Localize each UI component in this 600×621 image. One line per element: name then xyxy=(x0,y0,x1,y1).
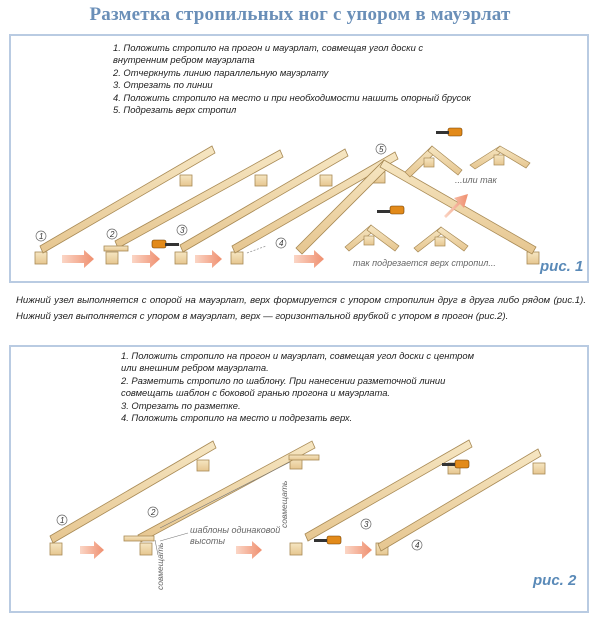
purlin-block xyxy=(180,175,192,186)
saw-icon xyxy=(314,536,341,544)
arrow-right xyxy=(236,541,262,559)
template-board xyxy=(289,455,319,460)
arrow-right xyxy=(294,250,324,268)
figure-1-label: рис. 1 xyxy=(540,258,584,275)
purlin-block xyxy=(255,175,267,186)
fig2-step-line: 3. Отрезать по разметке. xyxy=(121,399,241,411)
fig1-step-line: 5. Подрезать верх стропил xyxy=(113,104,237,116)
mauerlat-block xyxy=(140,543,152,555)
ridge-detail xyxy=(494,155,504,165)
annotation-align-bottom: совмещать xyxy=(155,542,165,590)
fig1-step-line: 3. Отрезать по линии xyxy=(113,79,213,91)
saw-icon xyxy=(152,240,179,248)
fig1-step-line: внутренним ребром мауэрлата xyxy=(113,54,255,66)
fig1-step-line: 1. Положить стропило на прогон и мауэрлат, совмещая угол доски с xyxy=(113,42,424,53)
fig2-step-line: 2. Разметить стропило по шаблону. При нанесении разметочной линии xyxy=(121,374,446,386)
fig2-step-line: совмещать шаблон с боковой гранью прогона и мауэрлата. xyxy=(121,387,391,399)
arrow-right xyxy=(345,541,372,559)
mauerlat-block xyxy=(231,252,243,264)
step-number: 4 xyxy=(415,541,420,550)
step-number: 2 xyxy=(110,230,115,239)
mauerlat-block xyxy=(527,252,539,264)
mauerlat-block xyxy=(175,252,187,264)
step-number: 5 xyxy=(379,145,384,154)
fig1-step-line: 2. Отчеркнуть линию параллельную мауэрлату xyxy=(113,66,329,78)
ridge-detail xyxy=(424,158,434,167)
arrow-right xyxy=(195,250,222,268)
annotation-templates-line2: высоты xyxy=(190,536,225,546)
mauerlat-block xyxy=(35,252,47,264)
marking-line xyxy=(247,246,266,253)
arrow-right xyxy=(62,250,94,268)
fig2-step-line: 1. Положить стропило на прогон и мауэрлат, совмещая угол доски с центром xyxy=(121,350,475,361)
annotation-top-cut: так подрезается верх стропил... xyxy=(353,258,496,268)
support-batten xyxy=(104,246,128,251)
saw-icon xyxy=(436,128,462,136)
ridge-detail xyxy=(435,237,445,246)
mauerlat-block xyxy=(50,543,62,555)
arrow-right xyxy=(132,250,160,268)
arrow-right xyxy=(80,541,104,559)
step-number: 3 xyxy=(180,226,185,235)
fig2-step-line: 4. Положить стропило на место и подрезать верх. xyxy=(121,412,353,424)
caption-text: Нижний узел выполняется с опорой на мауэрлат, верх формируется с упором стропилин друг в друга либо рядом (рис.1). Нижний узел выполняется с упором в мауэрлат, верх — горизонтальной врубкой с упором в прогон (рис.2). xyxy=(16,295,586,322)
step-number: 1 xyxy=(60,516,65,525)
mauerlat-block xyxy=(290,543,302,555)
fig1-step-line: 4. Положить стропило на место и при необходимости нашить опорный брусок xyxy=(113,91,471,103)
purlin-block xyxy=(320,175,332,186)
step-number: 4 xyxy=(279,239,284,248)
annotation-align-top: совмещать xyxy=(279,480,289,528)
annotation-or-so: ...или так xyxy=(455,175,497,185)
ridge-detail xyxy=(364,236,374,245)
page-title: Разметка стропильных ног с упором в мауэрлат xyxy=(89,4,511,25)
step-number: 2 xyxy=(151,508,156,517)
annotation-templates-line1: шаблоны одинаковой xyxy=(190,525,281,535)
step-number: 1 xyxy=(39,232,44,241)
fig2-step-line: или внешним ребром мауэрлата. xyxy=(121,362,269,374)
purlin-block xyxy=(197,460,209,471)
pointer-line xyxy=(160,533,188,541)
saw-icon xyxy=(377,206,404,214)
step-number: 3 xyxy=(364,520,369,529)
template-board xyxy=(124,536,154,541)
mauerlat-block xyxy=(106,252,118,264)
rafter xyxy=(305,440,472,541)
figure-2-label: рис. 2 xyxy=(533,572,577,589)
purlin-block xyxy=(533,463,545,474)
pointer-line xyxy=(160,462,290,528)
